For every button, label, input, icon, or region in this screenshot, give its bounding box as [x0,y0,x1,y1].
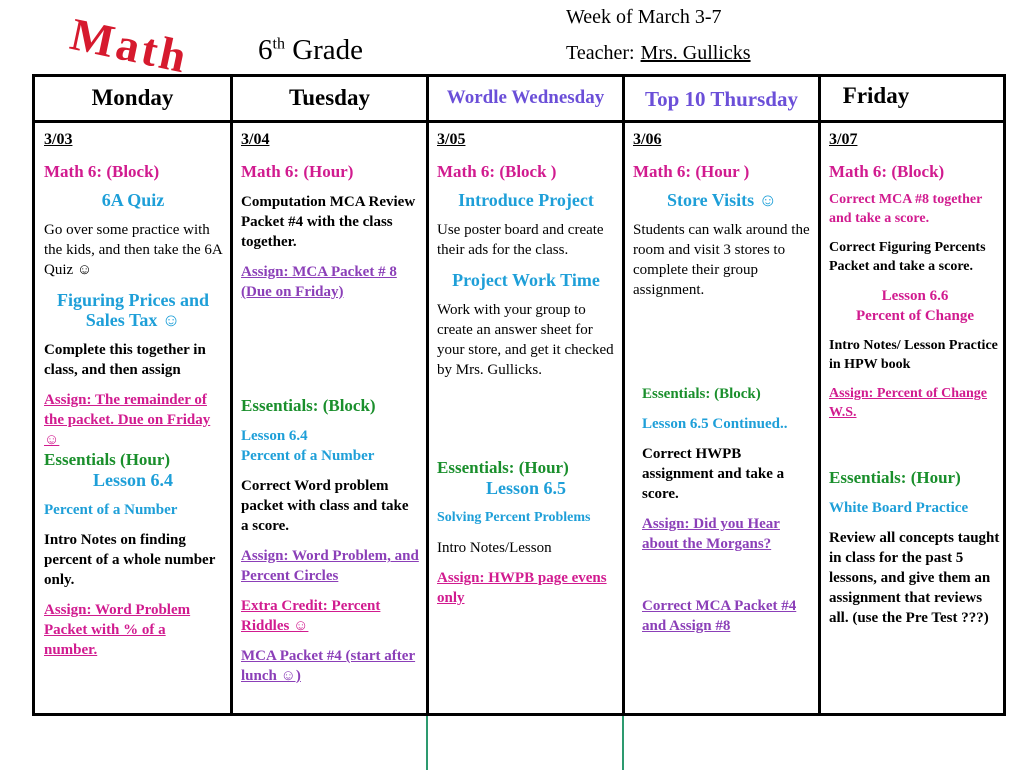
session: Math 6: (Block) [44,162,160,181]
assignment-link[interactable]: Assign: Word Problem, and Percent Circles [241,548,419,584]
correct-description: Correct Figuring Percents Packet and take a score. [829,240,986,274]
extra-credit-link[interactable]: Extra Credit: Percent Riddles ☺ [241,598,381,634]
date: 3/07 [829,131,858,148]
weekly-plan-table [32,74,1006,716]
essentials-label: Essentials: (Block) [241,396,376,415]
essentials-label: Essentials: (Hour) [437,458,569,477]
assignment-link[interactable]: Assign: The remainder of the packet. Due on Friday ☺ [44,392,211,448]
date: 3/03 [44,131,73,148]
header-tuesday: Tuesday [289,85,370,110]
review-description: Computation MCA Review Packet #4 with the class together. [241,194,416,250]
work-description: Work with your group to create an answer sheet for your store, and get it checked by Mrs. Gullicks. [437,302,614,378]
intro-description: Intro Notes/ Lesson Practice in HPW book [829,338,998,372]
mca-description: Correct MCA #8 together and take a score. [829,192,983,226]
column-divider [230,77,233,713]
mca-packet-link[interactable]: MCA Packet #4 (start after lunch ☺) [241,648,416,684]
teacher-label: Teacher: [566,42,635,64]
friday-column [829,130,1001,628]
column-divider [622,77,625,713]
essentials-label: Essentials: (Block) [642,386,761,402]
grade-title [258,34,363,67]
teacher-line [566,42,751,65]
intro-title: Introduce Project [458,190,594,210]
teacher-name: Mrs. Gullicks [640,42,751,64]
session: Math 6: (Block ) [437,162,557,181]
essentials-label: Essentials (Hour) [44,450,171,469]
intro-description: Use poster board and create their ads for the class. [437,222,604,258]
lesson-number: Lesson 6.4 [241,428,308,444]
header-wednesday: Wordle Wednesday [446,87,605,108]
date: 3/05 [437,131,466,148]
quiz-description: Go over some practice with the kids, and then take the 6A Quiz ☺ [44,222,222,278]
grade-word: Grade [292,34,364,66]
column-divider [818,77,821,713]
date: 3/04 [241,131,270,148]
column-divider [426,77,429,713]
date: 3/06 [633,131,662,148]
lesson-number: Lesson 6.4 [92,470,173,490]
topic-description: Complete this together in class, and then assign [44,342,206,378]
practice-title: White Board Practice [829,500,969,516]
week-label: Week of March 3-7 [566,6,722,28]
assignment-link[interactable]: Assign: Word Problem Packet with % of a number. [44,602,191,658]
mca-packet-link[interactable]: Correct MCA Packet #4 and Assign #8 [642,598,797,634]
work-title: Project Work Time [452,270,600,290]
review-description: Review all concepts taught in class for the past 5 lessons, and give them an assignment that reviews all. (use the Pre Test ???) [829,530,1000,626]
correct-description: Correct HWPB assignment and take a score. [642,446,785,502]
subject-title: Math [66,8,194,83]
monday-column [44,130,222,660]
assignment-link[interactable]: Assign: HWPB page evens only [437,570,607,606]
header-monday: Monday [91,85,174,110]
lesson-number: Lesson 6.6 [881,288,949,304]
lesson-title: Percent of Change [855,308,975,324]
assignment-link[interactable]: Assign: Did you Hear about the Morgans? [642,516,780,552]
session: Math 6: (Block) [829,162,945,181]
notes: Intro Notes/Lesson [437,540,552,556]
notes: Intro Notes on finding percent of a whole number only. [44,532,216,588]
correct-description: Correct Word problem packet with class and take a score. [241,478,409,534]
quiz-title: 6A Quiz [101,190,165,210]
tuesday-column [241,130,419,686]
store-title: Store Visits ☺ [666,190,778,210]
grade-number: 6 [258,34,273,66]
wednesday-column [437,130,615,608]
header-friday: Friday [842,83,910,108]
topic-title: Figuring Prices and Sales Tax ☺ [57,290,209,330]
lesson-number: Lesson 6.5 Continued.. [642,416,788,432]
lesson-number: Lesson 6.5 [485,478,566,498]
essentials-label: Essentials: (Hour) [829,468,961,487]
header-thursday: Top 10 Thursday [645,87,798,111]
grade-suffix: th [272,35,285,53]
lesson-title: Solving Percent Problems [437,510,591,525]
thursday-column [633,130,811,636]
session: Math 6: (Hour) [241,162,354,181]
assignment-link[interactable]: Assign: MCA Packet # 8 (Due on Friday) [241,264,397,300]
lesson-title: Percent of a Number [44,502,178,518]
session: Math 6: (Hour ) [633,162,750,181]
lesson-title: Percent of a Number [241,448,375,464]
store-description: Students can walk around the room and visit 3 stores to complete their group assignment. [633,222,810,298]
header-row-divider [35,120,1003,123]
assignment-link[interactable]: Assign: Percent of Change W.S. [829,386,988,420]
